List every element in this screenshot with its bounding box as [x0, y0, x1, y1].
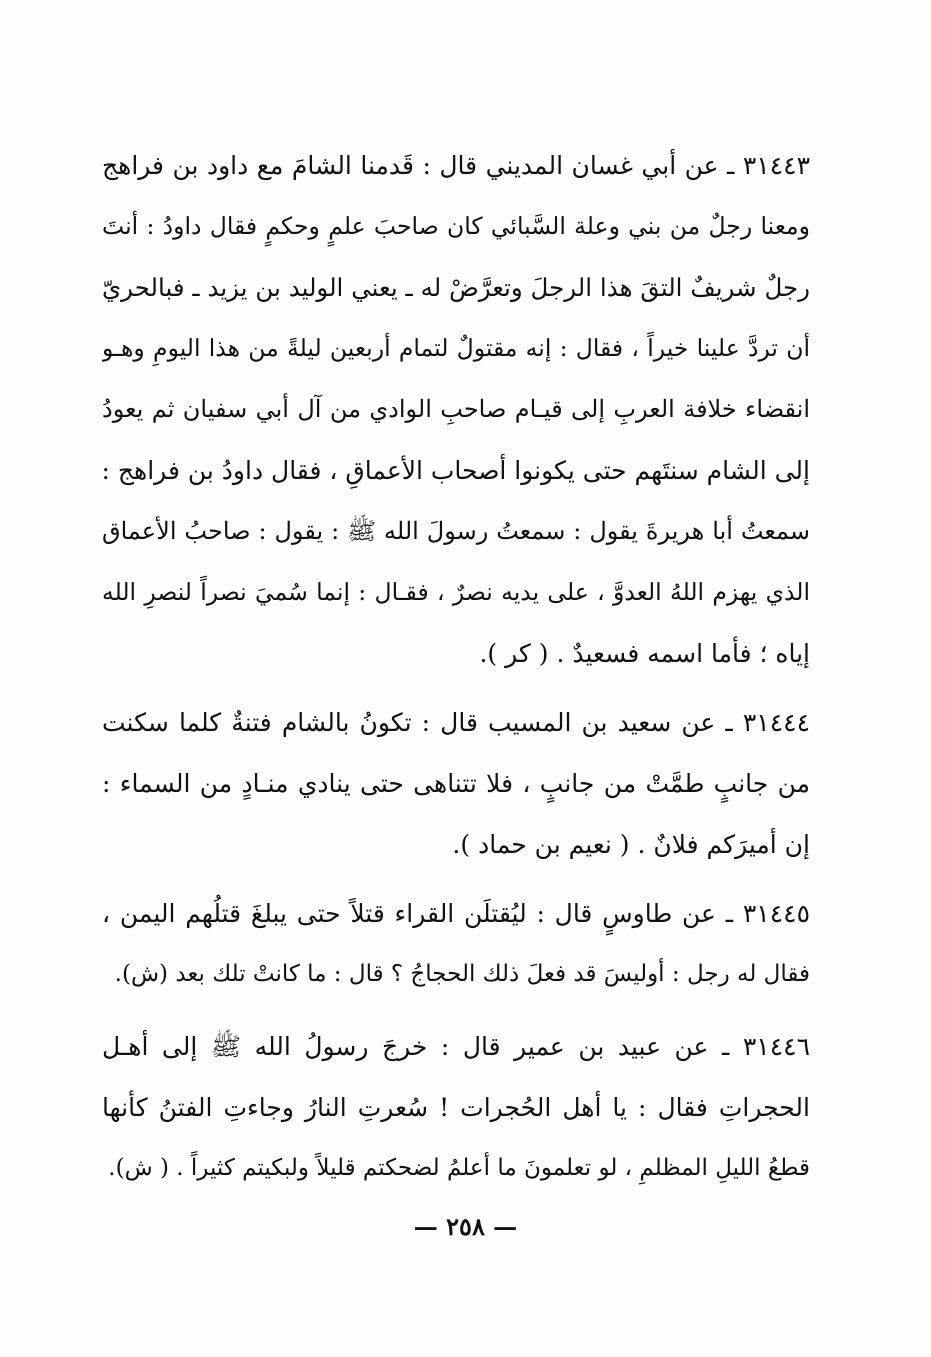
hadith-3446 [102, 1016, 810, 1199]
text-line: الحجراتِ فقال : يا أهل الحُجرات ! سُعرتِ النارُ وجاءتِ الفتنُ كأنها [102, 1093, 810, 1122]
text-line: ٣١٤٤٦ ـ عن عبيد بن عمير قال : خرجَ رسولُ الله ﷺ إلى أهـل [102, 1032, 810, 1061]
text-line: فقال له رجل : أوليسَ قد فعلَ ذلك الحجاجُ ؟ قال : ما كانتْ تلك بعد (ش). [114, 961, 810, 987]
text-line: قطعُ الليلِ المظلمِ ، لو تعلمونَ ما أعلمُ لضحكتم قليلاً ولبكيتم كثيراً . ( ش). [108, 1155, 810, 1181]
text-line: إن أميرَكم فلانٌ . ( نعيم بن حماد ). [452, 830, 810, 859]
hadith-3445 [102, 883, 810, 1005]
hadith-3443-text [102, 135, 810, 684]
hadith-3444 [102, 692, 810, 875]
hadith-3446-text [102, 1016, 810, 1199]
text-line: ومعنا رجلٌ من بني وعلة السَّبائي كان صاحبَ علمٍ وحكمٍ فقال داودُ : أنتَ [102, 212, 810, 240]
text-line: أن تردَّ علينا خيراً ، فقال : إنه مقتولٌ لتمام أربعين ليلةً من هذا اليومِ وهـو [102, 334, 810, 362]
text-line: إياه ؛ فأما اسمه فسعيدٌ . ( كر ). [479, 639, 810, 668]
text-line: ٣١٤٤٥ ـ عن طاوسٍ قال : ليُقتلَن القراء قتلاً حتى يبلغَ قتلُهم اليمن ، [102, 899, 810, 928]
hadith-3444-text [102, 692, 810, 875]
text-line: رجلٌ شريفٌ التقَ هذا الرجلَ وتعرَّضْ له ـ يعني الوليد بن يزيد ـ فبالحريّ [102, 273, 810, 302]
text-line: انقضاء خلافة العربِ إلى قيـام صاحبِ الوادي من آل أبي سفيان ثم يعودُ [102, 395, 810, 423]
text-line: الذي يهزم اللهُ العدوَّ ، على يديه نصرٌ ، فقـال : إنما سُميَ نصراً لنصرِ الله [102, 578, 810, 606]
text-line: ٣١٤٤٤ ـ عن سعيد بن المسيب قال : تكونُ بالشام فتنةٌ كلما سكنت [102, 708, 810, 737]
hadith-3443 [102, 135, 810, 684]
text-line: ٣١٤٤٣ ـ عن أبي غسان المديني قال : قَدمنا الشامَ مع داود بن فراهج [102, 151, 810, 180]
page-number: — ٢٥٨ — [413, 1212, 518, 1241]
text-line: إلى الشام سنتَهم حتى يكونوا أصحاب الأعماقِ ، فقال داودُ بن فراهج : [102, 456, 810, 485]
text-line: من جانبٍ طمَّتْ من جانبٍ ، فلا تتناهى حتى ينادي منـادٍ من السماء : [102, 769, 810, 798]
hadith-3445-text [102, 883, 810, 1005]
text-line: سمعتُ أبا هريرةَ يقول : سمعتُ رسولَ الله ﷺ : يقول : صاحبُ الأعماق [102, 517, 810, 545]
